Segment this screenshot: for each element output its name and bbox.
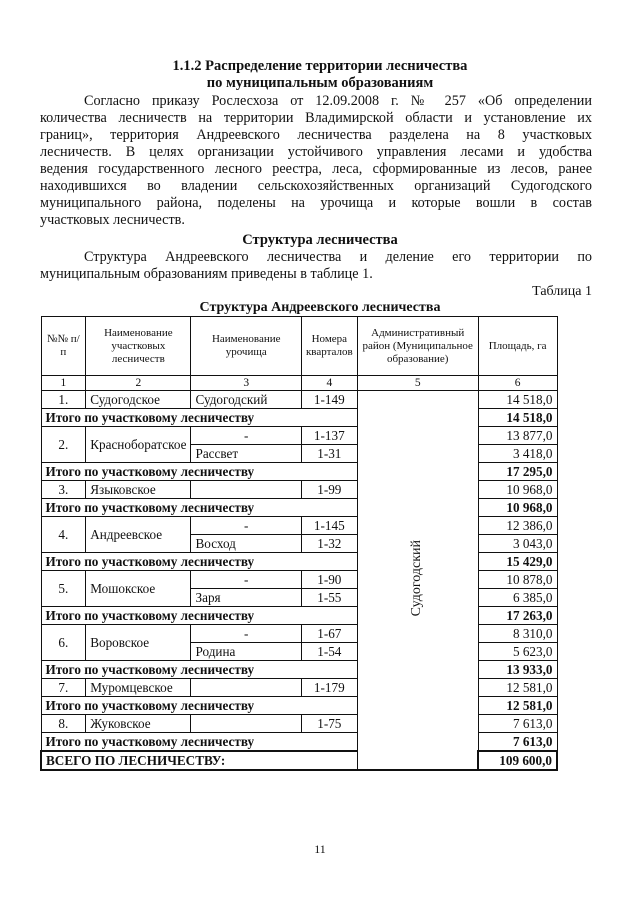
area: 12 386,0 <box>478 517 557 535</box>
subtotal-row <box>41 697 557 715</box>
header-quarters: Номера кварталов <box>301 317 357 376</box>
paragraph-line: Структура Андреевского лесничества и деление его территории по <box>84 249 592 265</box>
area: 12 581,0 <box>478 679 557 697</box>
area: 10 968,0 <box>478 481 557 499</box>
row-number: 3. <box>41 481 86 499</box>
forestry-name: Жуковское <box>86 715 191 733</box>
tract-name: Рассвет <box>191 445 301 463</box>
subtotal-value: 14 518,0 <box>478 409 557 427</box>
area: 14 518,0 <box>478 391 557 409</box>
forestry-structure-table <box>40 316 558 771</box>
tract-name <box>191 679 301 697</box>
table-row <box>41 481 557 499</box>
area: 5 623,0 <box>478 643 557 661</box>
row-number: 7. <box>41 679 86 697</box>
subtotal-value: 15 429,0 <box>478 553 557 571</box>
area: 13 877,0 <box>478 427 557 445</box>
row-number: 4. <box>41 517 86 553</box>
quarters: 1-149 <box>301 391 357 409</box>
district-name: Судогодский <box>409 539 425 617</box>
subtotal-label: Итого по участковому лесничеству <box>41 409 357 427</box>
grand-total-row <box>41 751 557 770</box>
table-row <box>41 391 557 409</box>
quarters: 1-90 <box>301 571 357 589</box>
subtotal-value: 17 263,0 <box>478 607 557 625</box>
column-index: 1 <box>41 376 86 391</box>
paragraph-line: лесничеств. В целях организации устойчивого управления лесами и удобства <box>40 144 592 160</box>
subtotal-value: 7 613,0 <box>478 733 557 752</box>
subtotal-label: Итого по участковому лесничеству <box>41 553 357 571</box>
quarters: 1-54 <box>301 643 357 661</box>
column-index: 5 <box>357 376 478 391</box>
tract-name: Судогодский <box>191 391 301 409</box>
forestry-name: Красноборатское <box>86 427 191 463</box>
table-row <box>41 517 557 535</box>
subtotal-value: 10 968,0 <box>478 499 557 517</box>
subtotal-row <box>41 463 557 481</box>
quarters: 1-75 <box>301 715 357 733</box>
tract-name: - <box>191 625 301 643</box>
forestry-name: Муромцевское <box>86 679 191 697</box>
tract-name: Родина <box>191 643 301 661</box>
tract-name: Заря <box>191 589 301 607</box>
quarters: 1-31 <box>301 445 357 463</box>
subtotal-row <box>41 733 557 752</box>
header-district: Административный район (Муниципальное образование) <box>357 317 478 376</box>
header-area: Площадь, га <box>478 317 557 376</box>
area: 3 043,0 <box>478 535 557 553</box>
section-title-line2: по муниципальным образованиям <box>206 75 434 91</box>
page-number: 11 <box>314 842 326 856</box>
table-row <box>41 625 557 643</box>
area: 6 385,0 <box>478 589 557 607</box>
subtotal-label: Итого по участковому лесничеству <box>41 697 357 715</box>
row-number: 6. <box>41 625 86 661</box>
table-row <box>41 571 557 589</box>
paragraph-line: количества лесничеств на территории Владимирской области и установление их <box>40 110 592 126</box>
district-cell <box>357 391 478 771</box>
quarters: 1-67 <box>301 625 357 643</box>
quarters: 1-99 <box>301 481 357 499</box>
subtotal-label: Итого по участковому лесничеству <box>41 463 357 481</box>
table-caption: Структура Андреевского лесничества <box>199 300 441 315</box>
paragraph-line: границ», территория Андреевского лесничества разделена на 8 участковых <box>40 127 592 143</box>
forestry-name: Судогодское <box>86 391 191 409</box>
quarters: 1-32 <box>301 535 357 553</box>
section-title-line1: 1.1.2 Распределение территории лесничества <box>172 58 468 74</box>
quarters: 1-179 <box>301 679 357 697</box>
row-number: 2. <box>41 427 86 463</box>
header-num: №№ п/п <box>41 317 86 376</box>
subtotal-row <box>41 607 557 625</box>
quarters: 1-137 <box>301 427 357 445</box>
quarters: 1-145 <box>301 517 357 535</box>
column-index: 3 <box>191 376 301 391</box>
tract-name <box>191 715 301 733</box>
forestry-name: Мошокское <box>86 571 191 607</box>
area: 7 613,0 <box>478 715 557 733</box>
subtotal-value: 13 933,0 <box>478 661 557 679</box>
subtotal-label: Итого по участковому лесничеству <box>41 661 357 679</box>
subtotal-label: Итого по участковому лесничеству <box>41 733 357 752</box>
row-number: 1. <box>41 391 86 409</box>
area: 8 310,0 <box>478 625 557 643</box>
forestry-name: Андреевское <box>86 517 191 553</box>
paragraph-line: ведения государственного лесного реестра, леса, сформированные из лесов, ранее <box>40 161 592 177</box>
intro-paragraph <box>40 93 592 229</box>
paragraph-line: муниципальным образованиям приведены в таблице 1. <box>40 266 373 282</box>
forestry-name: Языковское <box>86 481 191 499</box>
forestry-name: Воровское <box>86 625 191 661</box>
tract-name <box>191 481 301 499</box>
tract-name: Восход <box>191 535 301 553</box>
tract-name: - <box>191 571 301 589</box>
grand-total-label: ВСЕГО ПО ЛЕСНИЧЕСТВУ: <box>41 751 478 770</box>
grand-total-value: 109 600,0 <box>478 751 557 770</box>
tract-name: - <box>191 427 301 445</box>
subtotal-row <box>41 499 557 517</box>
column-index: 2 <box>86 376 191 391</box>
row-number: 8. <box>41 715 86 733</box>
table-row <box>41 427 557 445</box>
column-index: 4 <box>301 376 357 391</box>
table-number: Таблица 1 <box>532 284 592 299</box>
paragraph-line: муниципального района, поделены на урочища и которые вошли в состав <box>40 195 592 211</box>
subheading: Структура лесничества <box>242 232 398 248</box>
subtotal-row <box>41 409 557 427</box>
structure-paragraph <box>40 249 592 283</box>
area: 10 878,0 <box>478 571 557 589</box>
table-row <box>41 715 557 733</box>
subtotal-label: Итого по участковому лесничеству <box>41 607 357 625</box>
header-tract: Наименование урочища <box>191 317 301 376</box>
area: 3 418,0 <box>478 445 557 463</box>
row-number: 5. <box>41 571 86 607</box>
quarters: 1-55 <box>301 589 357 607</box>
table-row <box>41 679 557 697</box>
header-forestry: Наименование участковых лесничеств <box>86 317 191 376</box>
table-header-row <box>41 317 557 376</box>
subtotal-label: Итого по участковому лесничеству <box>41 499 357 517</box>
subtotal-value: 12 581,0 <box>478 697 557 715</box>
subtotal-value: 17 295,0 <box>478 463 557 481</box>
column-index: 6 <box>478 376 557 391</box>
subtotal-row <box>41 661 557 679</box>
column-index-row <box>41 376 557 391</box>
subtotal-row <box>41 553 557 571</box>
paragraph-line: находившихся во владении сельскохозяйственных организаций Судогодского <box>40 178 592 194</box>
paragraph-line: Согласно приказу Рослесхоза от 12.09.2008 г. № 257 «Об определении <box>84 93 592 109</box>
paragraph-line: участковых лесничеств. <box>40 212 185 228</box>
tract-name: - <box>191 517 301 535</box>
